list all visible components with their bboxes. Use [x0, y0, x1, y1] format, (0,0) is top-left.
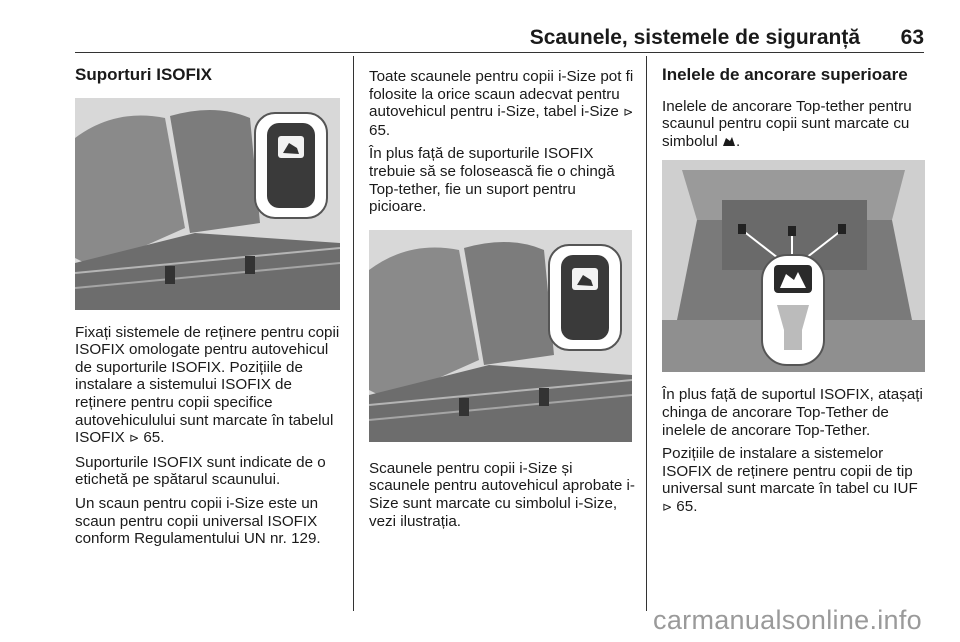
header-title: Scaunele, sistemele de siguranță — [529, 26, 860, 49]
header-rule — [75, 52, 924, 53]
column-3: Inelele de ancorare superioare Inelele de ancorare Top-tether pentru scaunul pentru copii sunt marcate cu simbolul . În plus față de suportul ISOFIX, atașați chinga de ancorare Top-Tether de inelele de ancorare Top-Tether. Pozițiile de instalare a sistemelor ISOFIX de reținere pentru copii de tip universal sunt marcate în tabel cu IUF ⊳ 65. — [662, 60, 930, 523]
page-number: 63 — [900, 26, 924, 49]
col3-paragraph-2: În plus față de suportul ISOFIX, atașați chinga de ancorare Top-Tether de inelele de ancorare Top-Tether. — [662, 386, 923, 439]
col3-ref: 65. — [676, 497, 698, 515]
arrow-ref-icon: ⊳ — [129, 431, 140, 446]
column-divider — [646, 56, 647, 611]
col2-paragraph-3: Scaunele pentru copii i-Size și scaunele pentru autovehicul aprobate i-Size sunt marcate cu simbolul i-Size, vezi ilustrația. — [369, 459, 635, 530]
column-1 — [75, 60, 343, 554]
section-heading: Inelele de ancorare superioare — [662, 65, 908, 84]
col2-paragraph-2: În plus față de suporturile ISOFIX trebuie să se folosească fie o chingă Top-tether, fie un suport pentru picioare. — [369, 145, 615, 216]
column-divider — [353, 56, 354, 611]
isofix-seat-drawing — [75, 98, 340, 310]
arrow-ref-icon: ⊳ — [623, 105, 634, 120]
column-2 — [369, 68, 637, 536]
col2-ref: 65. — [369, 121, 391, 139]
col1-paragraph-1: Fixați sistemele de reținere pentru copii ISOFIX omologate pentru autovehicul de suporturile ISOFIX. Pozițiile de instalare a sistemului ISOFIX de reținere pentru copii specifice autovehiculului sunt marcate în tabelul ISOFIX — [75, 323, 340, 447]
col1-paragraph-3: Un scaun pentru copii i-Size este un scaun pentru copii universal ISOFIX conform Regulamentului UN nr. 129. — [75, 494, 321, 548]
page-header — [0, 0, 960, 52]
tether-symbol-icon — [722, 134, 736, 146]
col3-paragraph-3: Pozițiile de instalare a sistemelor ISOFIX de reținere pentru copii de tip universal sunt marcate în tabel cu IUF — [662, 445, 918, 498]
section-heading: Suporturi ISOFIX — [75, 65, 212, 84]
col1-paragraph-2: Suporturile ISOFIX sunt indicate de o etichetă pe spătarul scaunului. — [75, 453, 326, 489]
top-tether-trunk-illustration — [662, 160, 925, 372]
arrow-ref-icon: ⊳ — [662, 499, 673, 514]
col3-paragraph-1: Inelele de ancorare Top-tether pentru scaunul pentru copii sunt marcate cu simbolul — [662, 97, 912, 150]
isofix-seat-illustration — [75, 98, 340, 310]
trunk-drawing — [662, 160, 925, 372]
col2-paragraph-1: Toate scaunele pentru copii i-Size pot fi folosite la orice scaun adecvat pentru autovehicul pentru i-Size, tabel i-Size — [369, 68, 634, 121]
watermark: carmanualsonline.info — [653, 605, 922, 635]
col1-ref: 65. — [143, 429, 165, 447]
isize-seat-illustration — [369, 230, 632, 442]
isize-seat-drawing — [369, 230, 632, 442]
